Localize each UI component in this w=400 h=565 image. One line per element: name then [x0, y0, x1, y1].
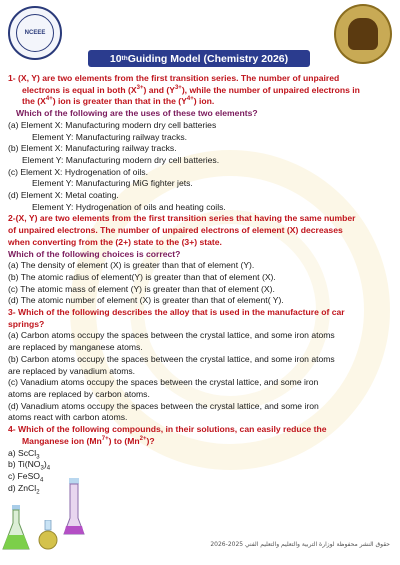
q3-option-c-cont: atoms are replaced by carbon atoms.	[8, 388, 150, 399]
q4-option-c[interactable]: c) FeSO$_4$	[8, 470, 44, 484]
q3-option-d[interactable]: (d) Vanadium atoms occupy the spaces between the crystal lattice, and some iron	[8, 400, 319, 411]
q3-option-a-cont: are replaced by manganese atoms.	[8, 342, 143, 353]
conical-flask-icon	[2, 505, 30, 551]
copyright-footer: حقوق النشر محفوظة لوزارة التربية والتعليم والتعليم الفني 2025-2026	[210, 541, 390, 548]
q2-option-d[interactable]: (d) The atomic number of element (X) is greater than that of element( Y).	[8, 295, 284, 306]
q1-option-a-y: Element Y: Manufacturing railway tracks.	[32, 131, 188, 142]
q2-option-a[interactable]: (a) The density of element (X) is greater than that of element (Y).	[8, 260, 255, 271]
test-tube-icon	[62, 478, 86, 538]
q1-line3: the $(X^{4+})$ ion is greater than that in the $(Y^{4+})$ ion.	[22, 96, 215, 107]
q1-stem: Which of the following are the uses of these two elements?	[16, 108, 258, 119]
q2-stem: Which of the following choices is correct?	[8, 248, 181, 259]
q2-line3: when converting from the (2+) state to the (3+) state.	[8, 236, 222, 247]
q3-line1: 3- Which of the following describes the alloy that is used in the manufacture of car	[8, 307, 345, 318]
q1-option-a[interactable]: (a) Element X: Manufacturing modern dry cell batteries	[8, 119, 217, 130]
q1-line1: 1- (X, Y) are two elements from the first transition series. The number of unpaired	[8, 73, 340, 83]
ministry-seal-logo	[334, 4, 392, 64]
q2-option-c[interactable]: (c) The atomic mass of element (Y) is greater than that of element (X).	[8, 283, 275, 294]
title-rest: Guiding Model (Chemistry 2026)	[127, 52, 289, 65]
q1-line2: electrons is equal in both $(X^{3+})$ and $(Y^{3+})$, while the number of unpaired electrons in	[22, 84, 360, 95]
nceee-logo-text: NCEEE	[16, 14, 54, 52]
q1-option-d-y: Element Y: Hydrogenation of oils and heating coils.	[32, 201, 226, 212]
q2-option-b[interactable]: (b) The atomic radius of element(Y) is greater than that of element (X).	[8, 271, 276, 282]
q2-line2: of unpaired electrons. The number of unpaired electrons of element (X) decreases	[8, 225, 343, 236]
questions-body	[8, 73, 394, 494]
q3-option-a[interactable]: (a) Carbon atoms occupy the spaces between the crystal lattice, and some iron atoms	[8, 330, 335, 341]
q1-option-c[interactable]: (c) Element X: Hydrogenation of oils.	[8, 166, 148, 177]
q2-line1: 2-(X, Y) are two elements from the first transition series that having the same number	[8, 213, 356, 224]
q4-line1: 4- Which of the following compounds, in their solutions, can easily reduce the	[8, 424, 327, 435]
q3-option-b-cont: are replaced by vanadium atoms.	[8, 365, 136, 376]
eagle-icon	[348, 18, 378, 50]
q3-option-c[interactable]: (c) Vanadium atoms occupy the spaces between the crystal lattice, and some iron	[8, 377, 319, 388]
q3-option-b[interactable]: (b) Carbon atoms occupy the spaces between the crystal lattice, and some iron atoms	[8, 353, 335, 364]
q3-line2: springs?	[8, 318, 45, 329]
q4-option-d[interactable]: d) ZnCl$_2$	[8, 482, 40, 496]
title-prefix: 10	[109, 52, 122, 65]
q4-option-a[interactable]: a) ScCl$_3$	[8, 447, 40, 461]
q1-option-b-y: Element Y: Manufacturing modern dry cell batteries.	[22, 154, 220, 165]
q4-option-b[interactable]: b) $Ti(NO_3)_4$	[8, 459, 51, 472]
nceee-logo	[8, 6, 62, 60]
q1-option-b[interactable]: (b) Element X: Manufacturing railway tracks.	[8, 143, 177, 154]
q1-option-d[interactable]: (d) Element X: Metal coating.	[8, 190, 119, 201]
page-title: 10 th Guiding Model (Chemistry 2026)	[88, 50, 310, 67]
q3-option-d-cont: atoms react with carbon atoms.	[8, 412, 128, 423]
round-flask-icon	[38, 520, 58, 550]
q4-line2: Manganese ion $(Mn^{7+})$ to $(Mn^{2+})$?	[22, 435, 155, 446]
q1-option-c-y: Element Y: Manufacturing MiG fighter jets.	[32, 178, 193, 189]
